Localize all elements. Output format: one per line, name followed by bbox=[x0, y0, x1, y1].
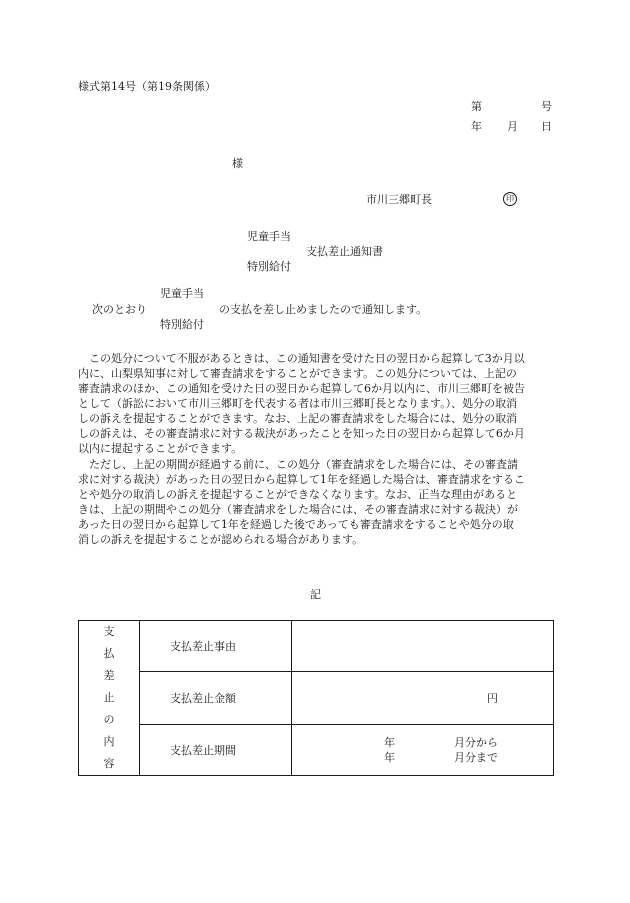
period-from-suffix: 月分から bbox=[454, 735, 498, 749]
paragraph-line: しの訴えは、その審査請求に対する裁決があったことを知った日の翌日から起算して6か月 bbox=[78, 427, 525, 440]
header-char: 差 bbox=[103, 669, 115, 682]
title-line-3: 特別給付 bbox=[247, 260, 291, 273]
form-id: 様式第14号（第19条関係） bbox=[78, 80, 216, 93]
notice-left: 次のとおり bbox=[92, 303, 147, 316]
header-char: 払 bbox=[103, 647, 115, 660]
date-month: 月 bbox=[507, 120, 518, 133]
reason-label: 支払差止事由 bbox=[140, 621, 292, 672]
paragraph-line: 審査請求のほか、この通知を受けた日の翌日から起算して6か月以内に、市川三郷町を被告 bbox=[78, 382, 525, 395]
appeal-paragraph-2 bbox=[78, 457, 554, 547]
header-char: 止 bbox=[103, 691, 115, 704]
header-char: 支 bbox=[103, 625, 115, 638]
paragraph-line: ただし、上記の期間が経過する前に、この処分（審査請求をした場合には、その審査請 bbox=[78, 458, 518, 471]
period-to-year: 年 bbox=[384, 750, 395, 764]
period-to bbox=[384, 750, 498, 765]
header-char: 容 bbox=[103, 757, 115, 770]
title-line-1: 児童手当 bbox=[247, 230, 291, 243]
issuer-name: 市川三郷町長 bbox=[366, 193, 432, 206]
doc-number-suffix: 号 bbox=[541, 100, 552, 113]
period-from bbox=[384, 735, 498, 750]
paragraph-line: 求に対する裁決）があった日の翌日から起算して1年を経過した場合は、審査請求をするこ bbox=[78, 473, 525, 486]
amount-value bbox=[292, 672, 554, 724]
suspension-detail-table bbox=[78, 620, 554, 776]
paragraph-line: とや処分の取消しの訴えを提起することができなくなります。なお、正当な理由があると bbox=[78, 488, 518, 501]
notice-right: の支払を差し止めましたので通知します。 bbox=[219, 303, 428, 316]
paragraph-line: 以内に提起することができます。 bbox=[78, 442, 243, 455]
seal-stamp: 印 bbox=[503, 192, 517, 206]
period-value bbox=[292, 724, 554, 775]
notice-bottom: 特別給付 bbox=[160, 318, 204, 331]
table-row bbox=[79, 672, 554, 724]
date-day: 日 bbox=[541, 120, 552, 133]
paragraph-line: この処分について不服があるときは、この通知書を受けた日の翌日から起算して3か月以 bbox=[78, 352, 525, 365]
reason-value bbox=[292, 621, 554, 672]
addressee-suffix: 様 bbox=[232, 157, 243, 170]
paragraph-line: 消しの訴えを提起することが認められる場合があります。 bbox=[78, 533, 364, 546]
paragraph-line: あった日の翌日から起算して1年を経過した後であっても審査請求をすることや処分の取 bbox=[78, 518, 514, 531]
paragraph-line: 内に、山梨県知事に対して審査請求をすることができます。この処分については、上記の bbox=[78, 367, 517, 380]
appeal-paragraph-1 bbox=[78, 351, 554, 456]
amount-label: 支払差止金額 bbox=[140, 672, 292, 724]
table-row bbox=[79, 621, 554, 672]
doc-number-prefix: 第 bbox=[471, 100, 482, 113]
header-char: 内 bbox=[103, 735, 115, 748]
header-char: の bbox=[103, 713, 115, 726]
paragraph-line: しの訴えを提起することができます。なお、上記の審査請求をした場合には、処分の取消 bbox=[78, 412, 518, 425]
table-row bbox=[79, 724, 554, 775]
title-line-2: 支払差止通知書 bbox=[306, 245, 383, 258]
period-from-year: 年 bbox=[384, 735, 395, 749]
period-range bbox=[384, 735, 498, 765]
date-year: 年 bbox=[471, 120, 482, 133]
paragraph-line: として（訴訟において市川三郷町を代表する者は市川三郷町長となります。）、処分の取消 bbox=[78, 397, 518, 410]
period-label: 支払差止期間 bbox=[140, 724, 292, 775]
paragraph-line: きは、上記の期間やこの処分（審査請求をした場合には、その審査請求に対する裁決）が bbox=[78, 503, 518, 516]
yen-unit: 円 bbox=[487, 691, 498, 705]
ki-heading: 記 bbox=[310, 588, 321, 601]
period-to-suffix: 月分まで bbox=[454, 750, 498, 764]
table-vertical-header bbox=[79, 621, 140, 776]
notice-top: 児童手当 bbox=[160, 287, 204, 300]
